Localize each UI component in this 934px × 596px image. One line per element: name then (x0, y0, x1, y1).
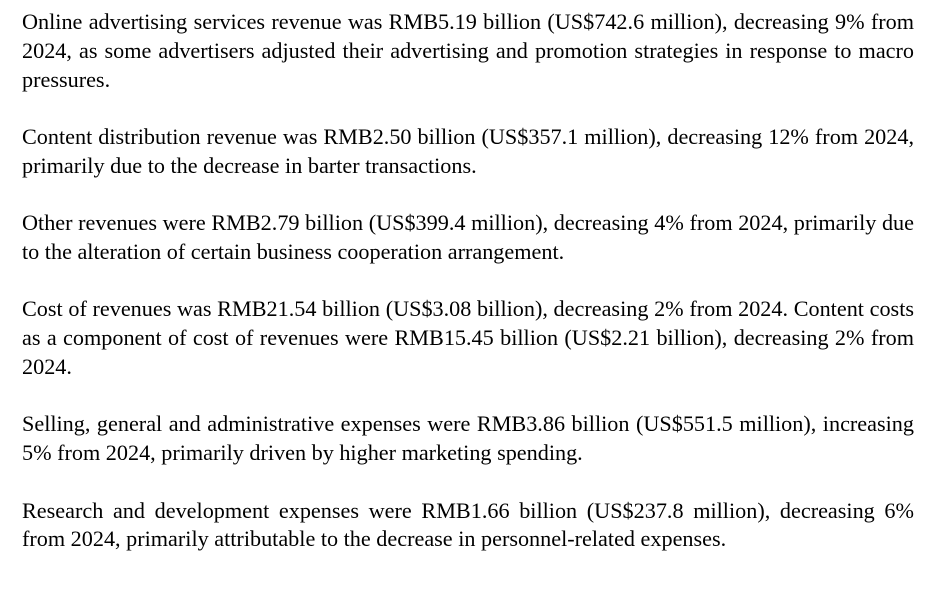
document-body (22, 8, 914, 554)
paragraph-other-revenues: Other revenues were RMB2.79 billion (US$399.4 million), decreasing 4% from 2024, primarily due to the alteration of certain business cooperation arrangement. (22, 210, 914, 264)
paragraph-rd-expenses: Research and development expenses were RMB1.66 billion (US$237.8 million), decreasing 6% from 2024, primarily attributable to the decrease in personnel-related expenses. (22, 497, 914, 552)
paragraph-content-distribution-revenue: Content distribution revenue was RMB2.50 billion (US$357.1 million), decreasing 12% from 2024, primarily due to the decrease in barter transactions. (22, 123, 914, 178)
paragraph-cost-of-revenues: Cost of revenues was RMB21.54 billion (US$3.08 billion), decreasing 2% from 2024. Content costs as a component of cost of revenues were RMB15.45 billion (US$2.21 billion), decreasing 2% from 2024. (22, 296, 914, 379)
paragraph-online-advertising-revenue: Online advertising services revenue was RMB5.19 billion (US$742.6 million), decreasing 9% from 2024, as some advertisers adjusted their advertising and promotion strategies in response to macro pressures. (22, 9, 914, 92)
paragraph-sga-expenses: Selling, general and administrative expenses were RMB3.86 billion (US$551.5 million), increasing 5% from 2024, primarily driven by higher marketing spending. (22, 411, 914, 466)
